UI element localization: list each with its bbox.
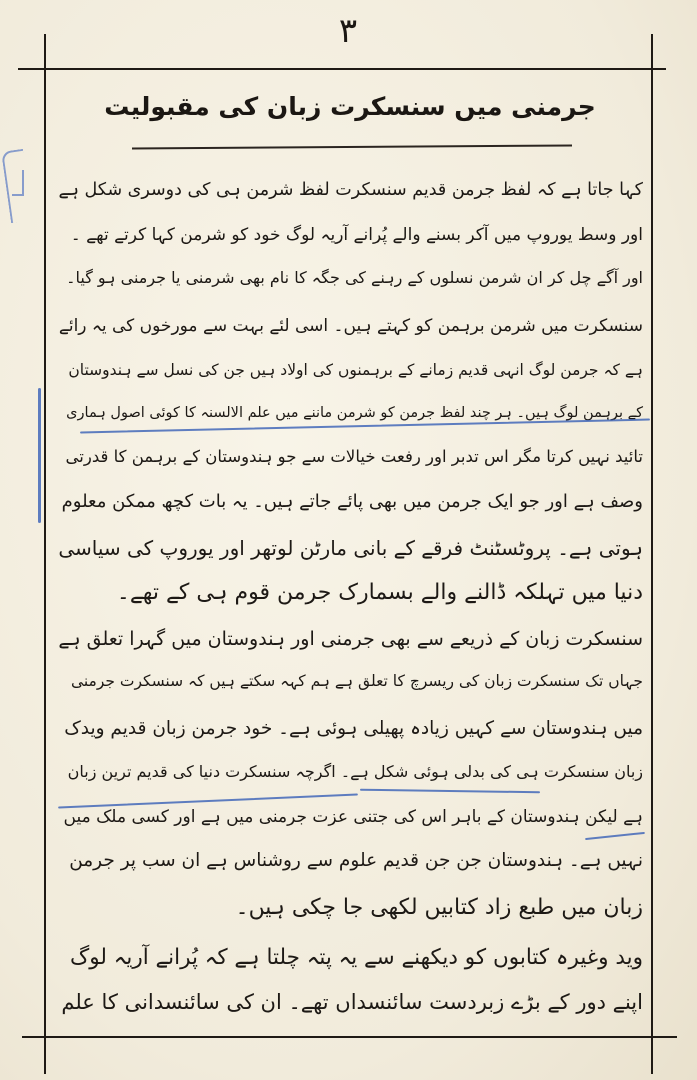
text-line: کہا جاتا ہے کہ لفظ جرمن قدیم سنسکرت لفظ شرمن ہی کی دوسری شکل ہے [58, 180, 643, 200]
page-title: جرمنی میں سنسکرت زبان کی مقبولیت [104, 92, 596, 121]
text-line: سنسکرت زبان کے ذریعے سے بھی جرمنی اور ہندوستان میں گہرا تعلق ہے [58, 628, 643, 650]
text-line: دنیا میں تہلکہ ڈالنے والے بسمارک جرمن قوم ہی کے تھے۔ [116, 580, 643, 605]
text-line: نہیں ہے۔ ہندوستان جن جن قدیم علوم سے روشناس ہے ان سب پر جرمن [69, 850, 643, 871]
text-line: وصف ہے اور جو ایک جرمن میں بھی پائے جاتے ہیں۔ یہ بات کچھ ممکن معلوم [61, 491, 643, 512]
text-line: ہوتی ہے۔ پروٹسٹنٹ فرقے کے بانی مارٹن لوتھر اور یوروپ کی سیاسی [58, 536, 643, 560]
pen-margin-mark [38, 388, 41, 523]
text-line: ہے لیکن ہندوستان کے باہر اس کی جتنی عزت جرمنی میں ہے اور کسی ملک میں [63, 807, 643, 827]
text-line: جہاں تک سنسکرت زبان کی ریسرچ کا تعلق ہے ہم کہہ سکتے ہیں کہ سنسکرت جرمنی [70, 672, 643, 690]
page-number: ۳ [338, 11, 358, 51]
text-line: ہے کہ جرمن لوگ انہی قدیم زمانے کے برہمنوں کی اولاد ہیں جن کی نسل سے ہندوستان [68, 361, 643, 379]
text-line: وید وغیرہ کتابوں کو دیکھنے سے یہ پتہ چلتا ہے کہ پُرانے آریہ لوگ [70, 945, 643, 970]
text-line: زبان سنسکرت ہی کی بدلی ہوئی شکل ہے۔ اگرچہ سنسکرت دنیا کی قدیم ترین زبان [67, 762, 643, 781]
text-line: تائید نہیں کرتا مگر اس تدبر اور رفعت خیالات سے جو ہندوستان کے برہمن کا قدرتی [65, 447, 643, 466]
pen-scribble-mark [12, 170, 24, 196]
text-line: میں ہندوستان سے کہیں زیادہ پھیلی ہوئی ہے۔ خود جرمن زبان قدیم ویدک [64, 718, 643, 739]
text-line: اور وسط یوروپ میں آکر بسنے والے پُرانے آریہ لوگ خود کو شرمن کہا کرتے تھے ۔ [70, 225, 643, 245]
text-line: اور آگے چل کر ان شرمن نسلوں کے رہنے کی جگہ کا نام بھی شرمنی یا جرمنی ہو گیا۔ [66, 268, 643, 287]
text-line: کے برہمن لوگ ہیں۔ ہر چند لفظ جرمن کو شرمن ماننے میں علم الالسنہ کا کوئی اصول ہماری [66, 405, 643, 421]
text-line: اپنے دور کے بڑے زبردست سائنسداں تھے۔ ان کی سائنسدانی کا علم [61, 990, 643, 1014]
text-line: زبان میں طبع زاد کتابیں لکھی جا چکی ہیں۔ [235, 895, 643, 920]
text-line: سنسکرت میں شرمن برہمن کو کہتے ہیں۔ اسی لئے بہت سے مورخوں کی یہ رائے [58, 316, 643, 336]
